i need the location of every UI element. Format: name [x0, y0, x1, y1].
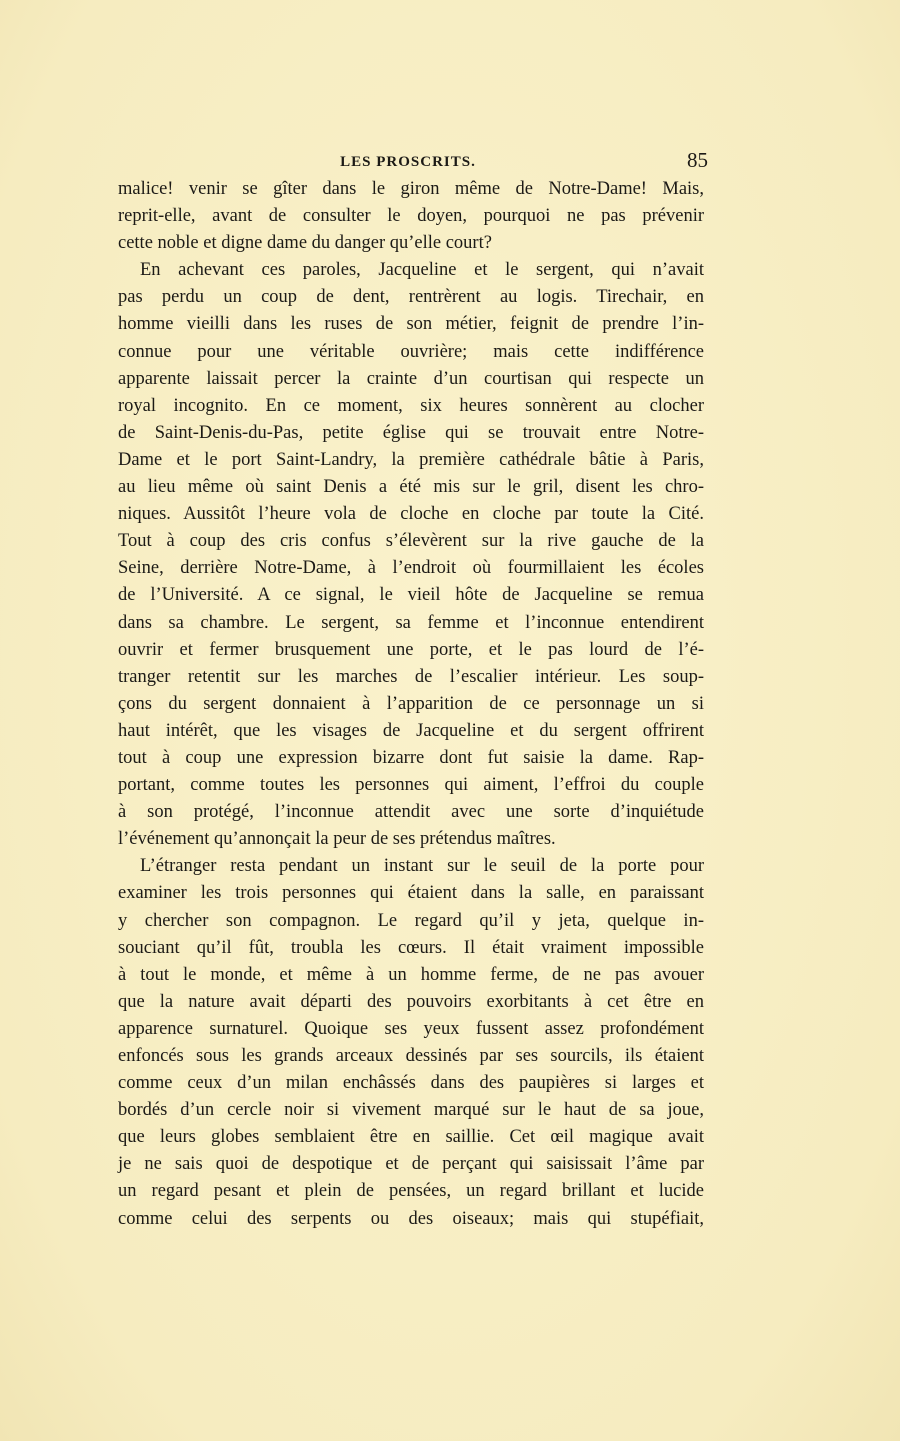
page-number: 85: [687, 148, 708, 172]
text-line: à tout le monde, et même à un homme ferme, de ne pas avouer: [118, 964, 704, 985]
paragraph: [118, 176, 704, 257]
running-title: LES PROSCRITS.: [340, 154, 476, 170]
text-line: l’événement qu’annonçait la peur de ses prétendus maîtres.: [118, 829, 556, 850]
text-line: comme celui des serpents ou des oiseaux; mais qui stupéfiait,: [118, 1208, 704, 1229]
text-line: je ne sais quoi de despotique et de perçant qui saisissait l’âme par: [118, 1154, 704, 1175]
text-line: royal incognito. En ce moment, six heures sonnèrent au clocher: [118, 395, 704, 416]
body-text: [118, 176, 704, 1233]
text-line: çons du sergent donnaient à l’apparition de ce personnage un si: [118, 693, 704, 714]
text-line: comme ceux d’un milan enchâssés dans des paupières si larges et: [118, 1073, 704, 1094]
text-line: de Saint-Denis-du-Pas, petite église qui se trouvait entre Notre-: [118, 422, 704, 443]
text-line: pas perdu un coup de dent, rentrèrent au logis. Tirechair, en: [118, 287, 704, 308]
text-line: au lieu même où saint Denis a été mis sur le gril, disent les chro-: [118, 477, 704, 498]
text-line: cette noble et digne dame du danger qu’elle court?: [118, 233, 492, 254]
text-line: reprit-elle, avant de consulter le doyen, pourquoi ne pas prévenir: [118, 206, 704, 227]
text-line: niques. Aussitôt l’heure vola de cloche en cloche par toute la Cité.: [118, 504, 704, 525]
text-line: Tout à coup des cris confus s’élevèrent sur la rive gauche de la: [118, 531, 704, 552]
text-line: Dame et le port Saint-Landry, la première cathédrale bâtie à Paris,: [118, 449, 704, 470]
text-line: malice! venir se gîter dans le giron même de Notre-Dame! Mais,: [118, 179, 704, 199]
text-line: bordés d’un cercle noir si vivement marqué sur le haut de sa joue,: [118, 1100, 704, 1121]
text-line: dans sa chambre. Le sergent, sa femme et l’inconnue entendirent: [118, 612, 704, 633]
text-line: de l’Université. A ce signal, le vieil hôte de Jacqueline se remua: [118, 585, 704, 606]
text-line: tout à coup une expression bizarre dont fut saisie la dame. Rap-: [118, 747, 704, 768]
text-line: ouvrir et fermer brusquement une porte, et le pas lourd de l’é-: [118, 639, 704, 660]
text-line: un regard pesant et plein de pensées, un regard brillant et lucide: [118, 1181, 704, 1202]
text-line: Seine, derrière Notre-Dame, à l’endroit où fourmillaient les écoles: [118, 558, 704, 579]
text-line: homme vieilli dans les ruses de son métier, feignit de prendre l’in-: [118, 314, 704, 335]
text-line: enfoncés sous les grands arceaux dessinés par ses sourcils, ils étaient: [118, 1046, 704, 1066]
text-line: tranger retentit sur les marches de l’escalier intérieur. Les soup-: [118, 666, 704, 687]
text-line: apparence surnaturel. Quoique ses yeux fussent assez profondément: [118, 1018, 704, 1039]
text-line: que la nature avait départi des pouvoirs exorbitants à cet être en: [118, 991, 704, 1012]
text-line: portant, comme toutes les personnes qui aiment, l’effroi du couple: [118, 775, 704, 796]
text-line: connue pour une véritable ouvrière; mais cette indifférence: [118, 341, 704, 362]
text-line: haut intérêt, que les visages de Jacqueline et du sergent offrirent: [118, 720, 704, 741]
text-line: examiner les trois personnes qui étaient dans la salle, en paraissant: [118, 883, 704, 904]
text-line: à son protégé, l’inconnue attendit avec une sorte d’inquiétude: [118, 802, 704, 823]
paragraph: [118, 257, 704, 853]
text-line: L’étranger resta pendant un instant sur le seuil de la porte pour: [140, 856, 704, 877]
text-line: y chercher son compagnon. Le regard qu’il y jeta, quelque in-: [118, 910, 704, 931]
text-line: que leurs globes semblaient être en saillie. Cet œil magique avait: [118, 1127, 704, 1148]
paragraph: [118, 853, 704, 1232]
text-line: En achevant ces paroles, Jacqueline et le sergent, qui n’avait: [140, 260, 704, 281]
text-line: apparente laissait percer la crainte d’un courtisan qui respecte un: [118, 368, 704, 389]
text-line: souciant qu’il fût, troubla les cœurs. Il était vraiment impossible: [118, 937, 704, 958]
